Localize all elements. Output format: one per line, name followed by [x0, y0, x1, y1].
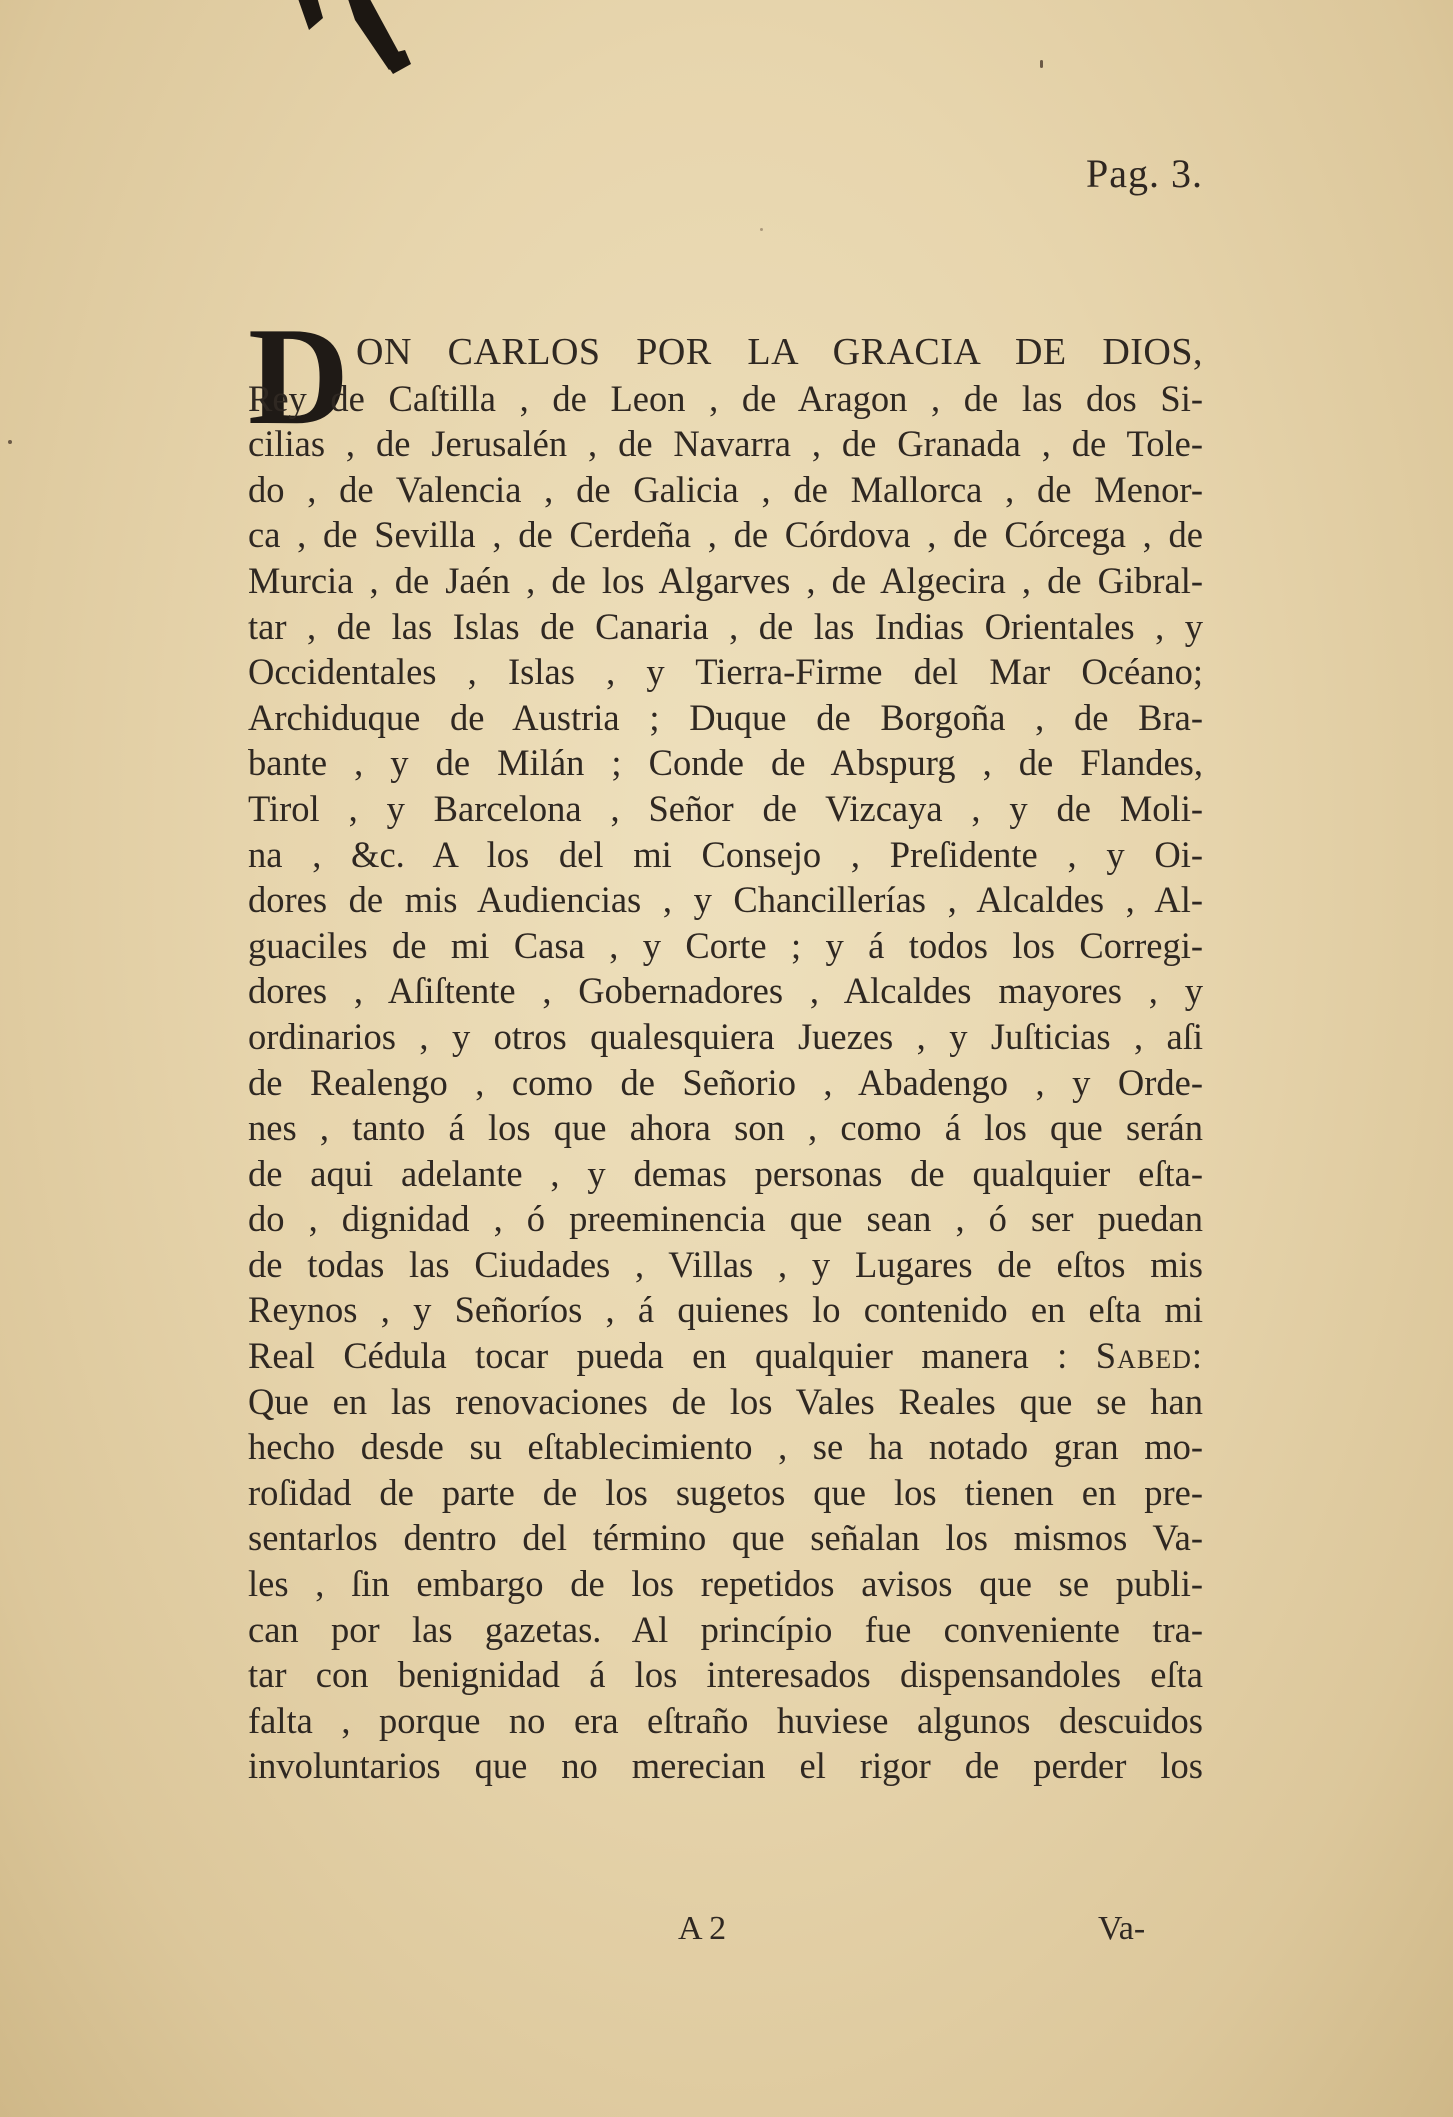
- text-line-16: ordinarios , y otros qualesquiera Juezes , y Juſticias , aſi: [248, 1015, 1203, 1057]
- text-line-31: falta , porque no era eſtraño huviese algunos descuidos: [248, 1699, 1203, 1741]
- text-line-22: Reynos , y Señoríos , á quienes lo contenido en eſta mi: [248, 1289, 1203, 1331]
- text-line-23: [248, 1333, 1203, 1379]
- text-line-5: ca , de Sevilla , de Cerdeña , de Córdova , de Córcega , de: [248, 514, 1203, 556]
- text-line-12: na , &c. A los del mi Consejo , Preſidente , y Oi-: [248, 833, 1203, 875]
- text-line-29: can por las gazetas. Al princípio fue conveniente tra-: [248, 1608, 1203, 1650]
- text-line-25: hecho desde su eſtablecimiento , se ha notado gran mo-: [248, 1426, 1203, 1468]
- text-line-19: de aqui adelante , y demas personas de qualquier eſta-: [248, 1152, 1203, 1194]
- page-number: Pag. 3.: [1086, 151, 1203, 196]
- text-line-9: Archiduque de Austria ; Duque de Borgoña , de Bra-: [248, 696, 1203, 738]
- text-line-11: Tirol , y Barcelona , Señor de Vizcaya , y de Moli-: [248, 787, 1203, 829]
- text-line-14: guaciles de mi Casa , y Corte ; y á todos los Corregi-: [248, 924, 1203, 966]
- paper-speck: [1040, 60, 1043, 68]
- paper-speck: [8, 440, 12, 444]
- text-line-2: Rey de Caſtilla , de Leon , de Aragon , de las dos Si-: [248, 377, 1203, 419]
- text-line-20: do , dignidad , ó preeminencia que sean , ó ser puedan: [248, 1198, 1203, 1240]
- text-line-27: sentarlos dentro del término que señalan los mismos Va-: [248, 1517, 1203, 1559]
- text-line-6: Murcia , de Jaén , de los Algarves , de Algecira , de Gibral-: [248, 559, 1203, 601]
- text-line-30: tar con benignidad á los interesados dispensandoles eſta: [248, 1654, 1203, 1696]
- text-line-10: bante , y de Milán ; Conde de Abspurg , de Flandes,: [248, 742, 1203, 784]
- text-line-8: Occidentales , Islas , y Tierra-Firme del Mar Océano;: [248, 651, 1203, 693]
- catchword: Va-: [1098, 1910, 1146, 1947]
- paper-speck: [760, 228, 763, 231]
- text-line-17: de Realengo , como de Señorio , Abadengo , y Orde-: [248, 1061, 1203, 1103]
- text-line-15: dores , Aſiſtente , Gobernadores , Alcaldes mayores , y: [248, 970, 1203, 1012]
- ink-blot-mark: [285, 0, 415, 80]
- text-line-1: ON CARLOS POR LA GRACIA DE DIOS,: [356, 331, 1203, 373]
- body-text: [248, 330, 1203, 1789]
- sabed-word: Sabed:: [1095, 1335, 1203, 1377]
- text-line-21: de todas las Ciudades , Villas , y Lugares de eſtos mis: [248, 1243, 1203, 1285]
- drop-cap-letter: D: [248, 299, 350, 454]
- text-line-13: dores de mis Audiencias , y Chancillerías , Alcaldes , Al-: [248, 879, 1203, 921]
- text-line-24: Que en las renovaciones de los Vales Reales que se han: [248, 1380, 1203, 1422]
- text-line-28: les , ſin embargo de los repetidos avisos que se publi-: [248, 1563, 1203, 1605]
- text-line-3: cilias , de Jerusalén , de Navarra , de Granada , de Tole-: [248, 423, 1203, 465]
- text-line-18: nes , tanto á los que ahora son , como á los que serán: [248, 1107, 1203, 1149]
- text-line-32: involuntarios que no merecian el rigor de perder los: [248, 1745, 1203, 1787]
- text-line-26: roſidad de parte de los sugetos que los tienen en pre-: [248, 1471, 1203, 1513]
- text-line-23-main: Real Cédula tocar pueda en qualquier manera :: [248, 1335, 1068, 1377]
- text-line-4: do , de Valencia , de Galicia , de Mallorca , de Menor-: [248, 468, 1203, 510]
- signature-mark: A 2: [678, 1910, 727, 1947]
- text-line-7: tar , de las Islas de Canaria , de las Indias Orientales , y: [248, 605, 1203, 647]
